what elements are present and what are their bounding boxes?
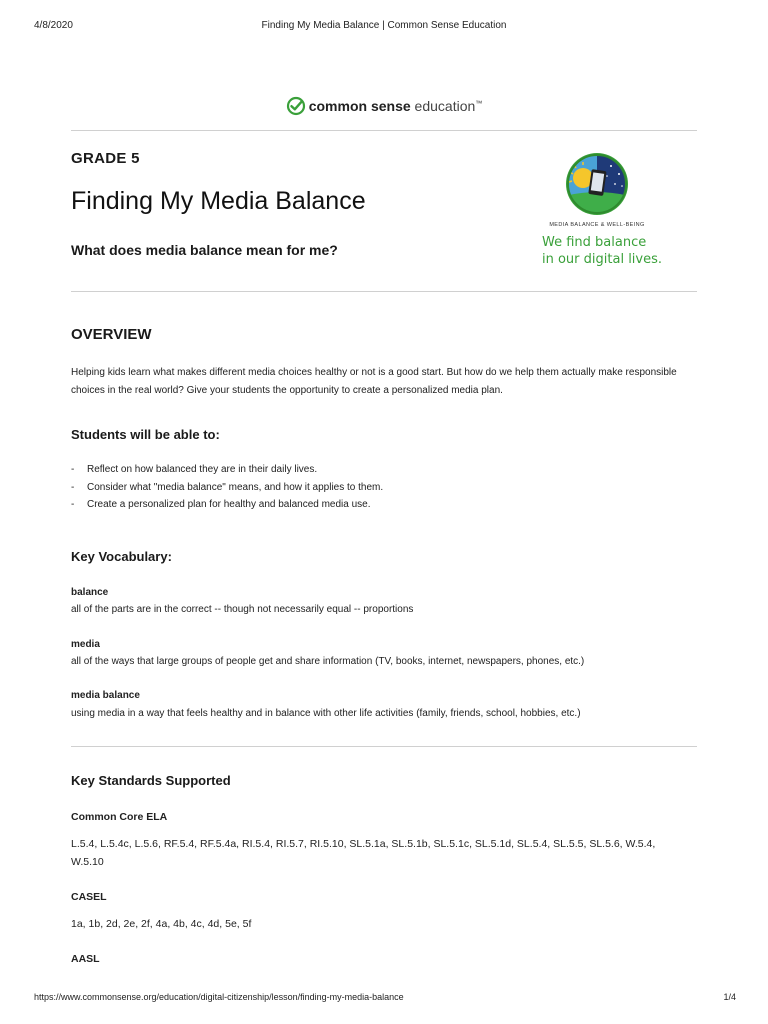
- common-sense-education-logo[interactable]: [0, 96, 768, 119]
- page-number: 1/4: [723, 992, 736, 1002]
- badge-tagline: [532, 234, 662, 268]
- objective-text: Create a personalized plan for healthy and balanced media use.: [87, 499, 371, 510]
- logo-trademark: ™: [475, 100, 483, 108]
- print-header: [0, 14, 768, 34]
- overview-heading: OVERVIEW: [71, 326, 152, 343]
- badge-caption: MEDIA BALANCE & WELL-BEING: [549, 222, 645, 228]
- objective-text: Reflect on how balanced they are in their daily lives.: [87, 464, 318, 475]
- overview-text: Helping kids learn what makes different media choices healthy or not is a good start. But how do we help them actually make responsible choices in the real world? Give your students the opportunity to create a personalized media plan.: [71, 367, 677, 396]
- lesson-question: What does media balance mean for me?: [71, 242, 338, 258]
- objectives-heading: Students will be able to:: [71, 427, 220, 442]
- vocab-definition: all of the ways that large groups of people get and share information (TV, books, internet, newspapers, phones, etc.): [71, 656, 585, 667]
- vocab-term: media: [71, 639, 100, 650]
- print-page-title: Finding My Media Balance | Common Sense Education: [261, 20, 507, 31]
- topic-badge: [532, 152, 662, 268]
- page-url[interactable]: https://www.commonsense.org/education/digital-citizenship/lesson/finding-my-media-balance: [34, 992, 404, 1002]
- divider: [71, 746, 697, 747]
- objective-text: Consider what "media balance" means, and how it applies to them.: [87, 481, 384, 493]
- vocab-definition: using media in a way that feels healthy and in balance with other life activities (family, friends, school, hobbies, etc.): [71, 708, 581, 719]
- standard-label: Common Core ELA: [71, 811, 168, 823]
- list-item: - Consider what "media balance" means, and how it applies to them.: [71, 481, 384, 493]
- badge-tagline-line1: We find balance: [542, 235, 647, 250]
- standards-heading: Key Standards Supported: [71, 773, 231, 788]
- logo-brand: common sense: [308, 98, 411, 115]
- standard-label: AASL: [71, 953, 100, 965]
- vocab-definition: all of the parts are in the correct -- though not necessarily equal -- proportions: [71, 604, 414, 615]
- divider: [71, 291, 697, 292]
- vocab-term: balance: [71, 587, 109, 598]
- media-balance-badge-icon: [565, 152, 629, 216]
- badge-tagline-line2: in our digital lives.: [542, 252, 663, 267]
- objectives-list: [71, 461, 691, 514]
- list-item: - Create a personalized plan for healthy and balanced media use.: [71, 499, 371, 510]
- standard-label: CASEL: [71, 891, 107, 903]
- vocabulary-heading: Key Vocabulary:: [71, 549, 172, 564]
- vocab-term: media balance: [71, 690, 140, 701]
- grade-label: GRADE 5: [71, 150, 140, 167]
- print-date: 4/8/2020: [34, 20, 73, 31]
- logo-product: education: [414, 98, 476, 115]
- divider: [71, 130, 697, 131]
- checkmark-circle-icon: [286, 96, 306, 119]
- standard-codes: L.5.4, L.5.4c, L.5.6, RF.5.4, RF.5.4a, RI.5.4, RI.5.7, RI.5.10, SL.5.1a, SL.5.1b, SL.5.1c, SL.5.1d, SL.5.4, SL.5.5, SL.5.6, W.5.4, W.5.10: [71, 838, 656, 868]
- list-item: - Reflect on how balanced they are in their daily lives.: [71, 464, 318, 475]
- standard-codes: 1a, 1b, 2d, 2e, 2f, 4a, 4b, 4c, 4d, 5e, 5f: [71, 918, 252, 930]
- lesson-title: Finding My Media Balance: [71, 187, 366, 215]
